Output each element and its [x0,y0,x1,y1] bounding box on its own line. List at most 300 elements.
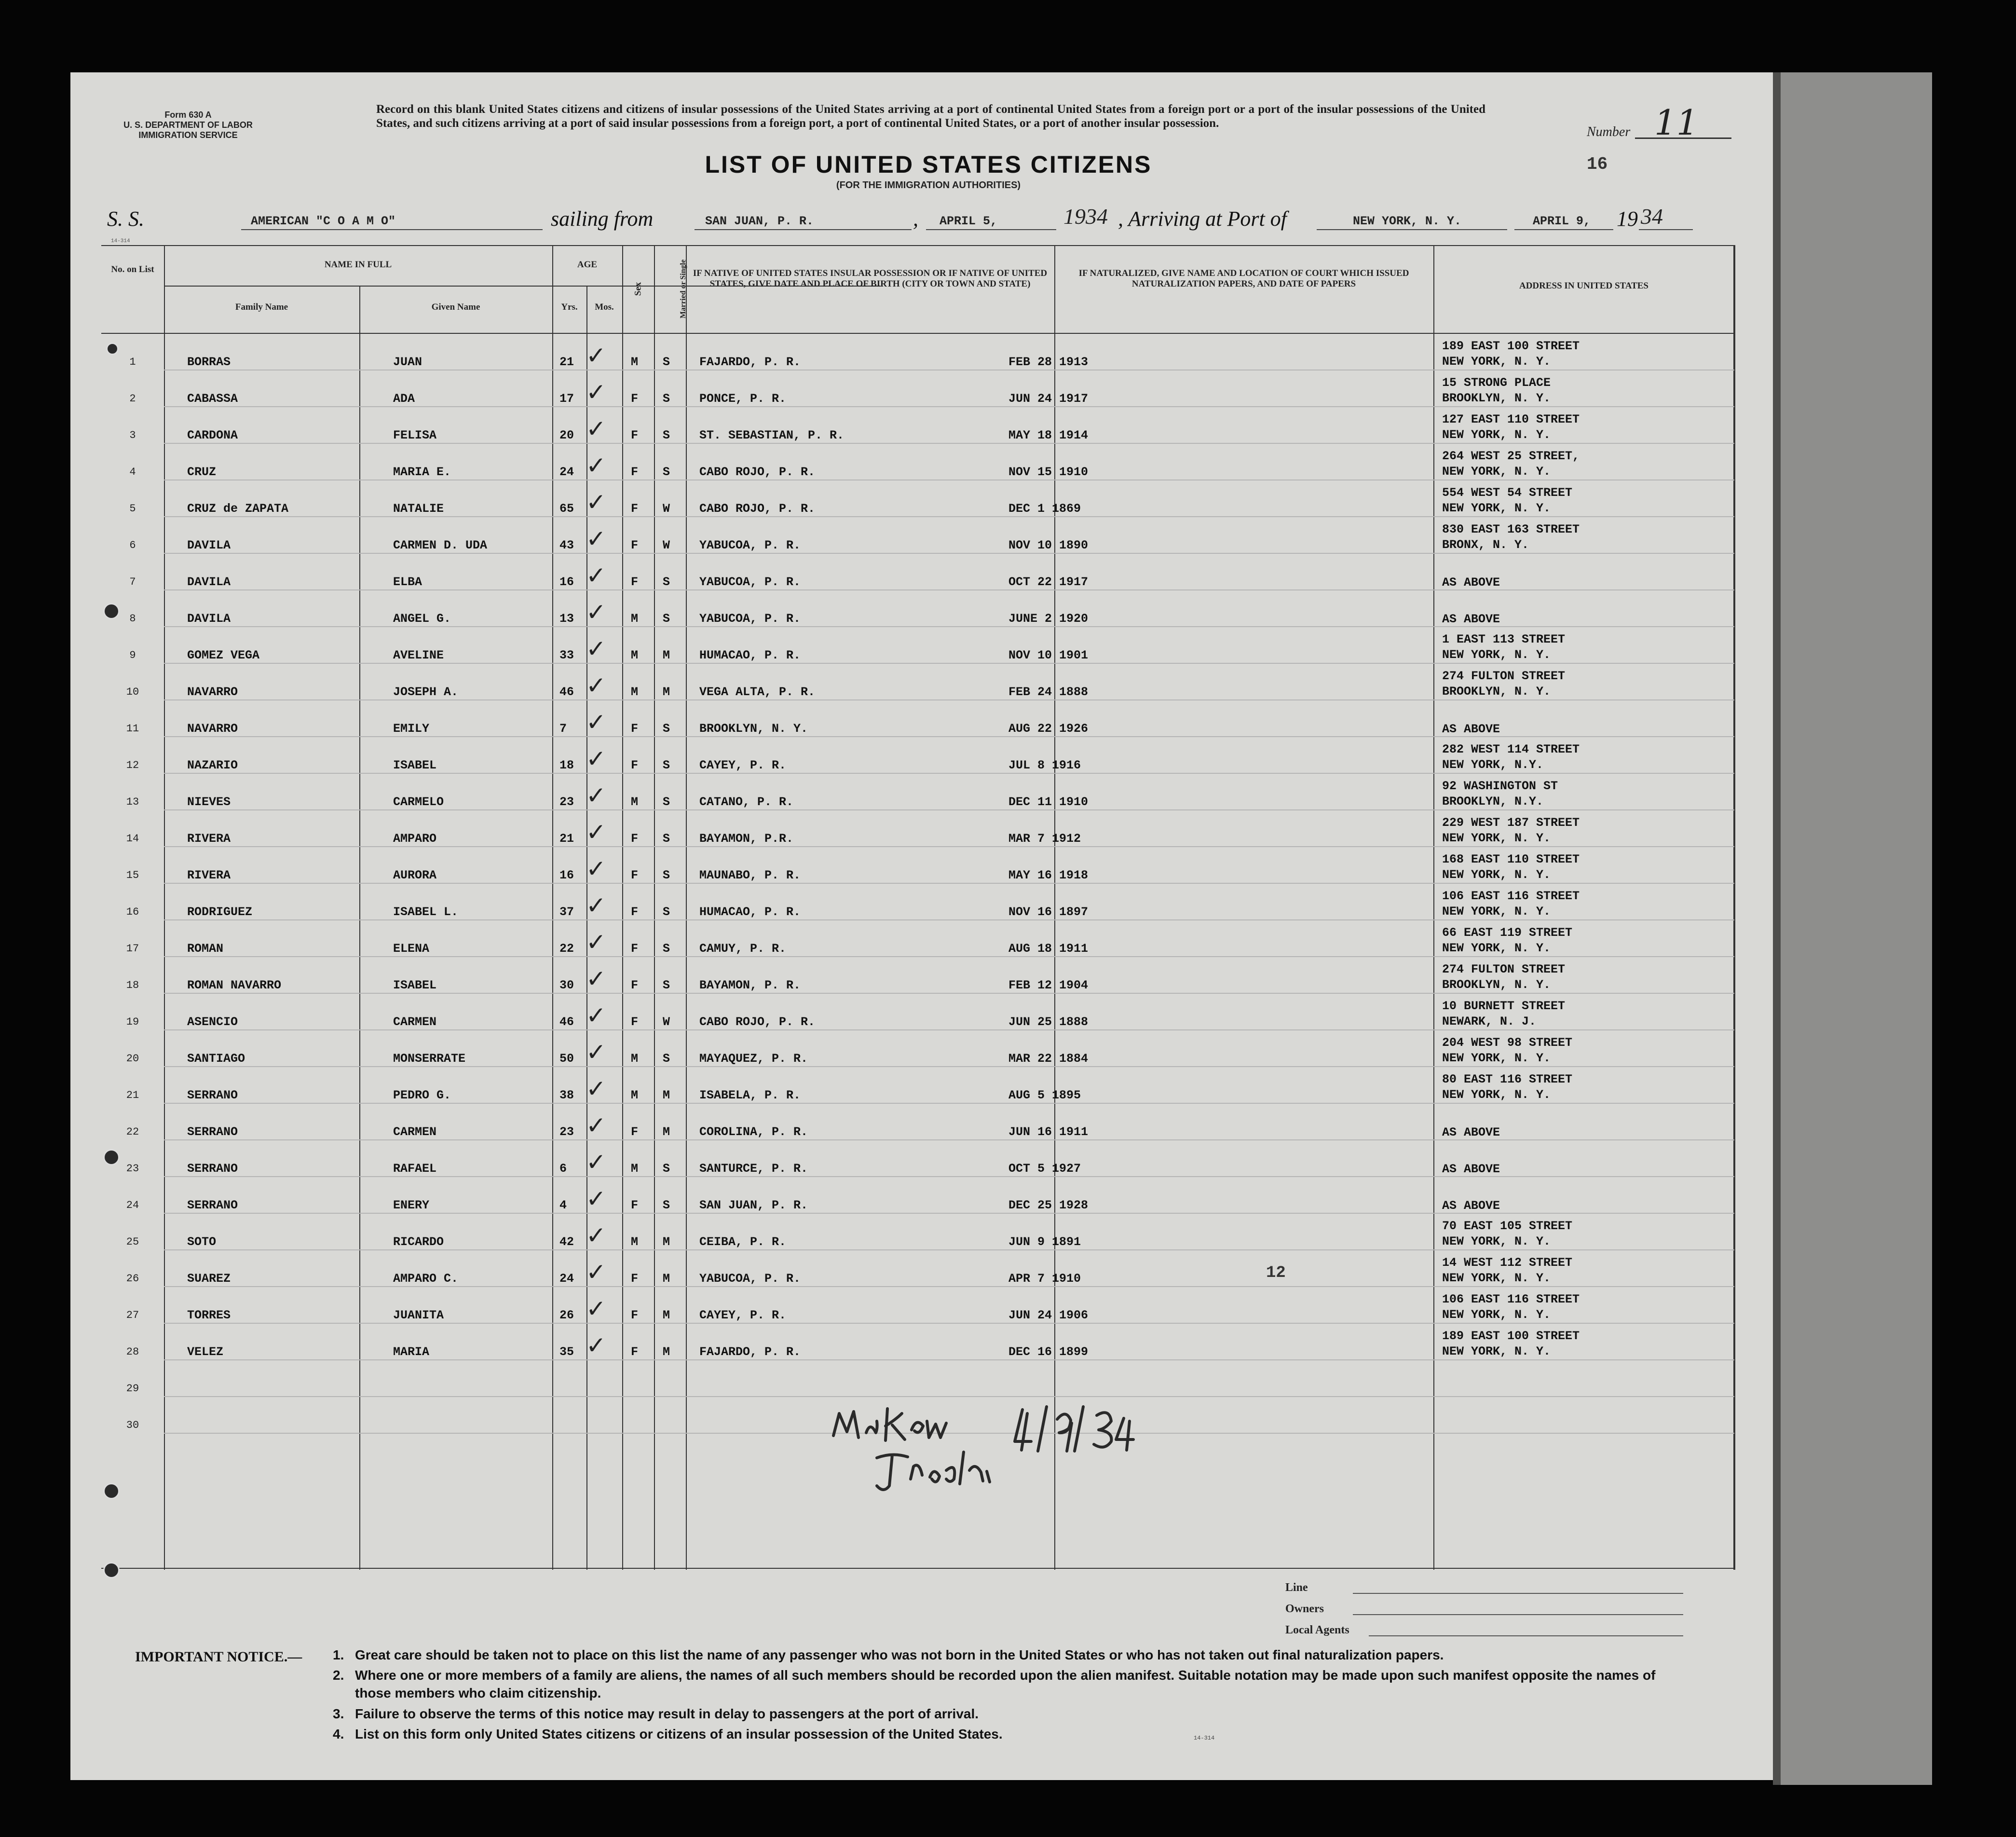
address-line: 1 EAST 113 STREET [1442,632,1566,646]
row-number: 19 [126,1016,139,1028]
inspection-check-mark: ✓ [586,1258,606,1286]
inspection-check-mark: ✓ [586,562,606,589]
marital-status-cell: S [663,428,670,442]
row-number: 9 [129,649,136,661]
inspection-check-mark: ✓ [586,818,606,846]
given-name-cell: EMILY [393,722,430,736]
birthplace-cell: VEGA ALTA, P. R. [699,685,816,699]
sex-cell: F [631,1272,639,1286]
birth-date-cell: AUG 22 1926 [1008,722,1089,736]
arrival-port: NEW YORK, N. Y. [1353,214,1462,228]
age-cell: 21 [559,832,574,846]
given-name-cell: CARMEN [393,1015,437,1029]
sex-cell: M [631,1052,639,1066]
sex-cell: F [631,978,639,992]
notice-item [333,1666,1688,1705]
agents-owners-label: Owners [1285,1603,1324,1615]
row-rule [164,1029,1734,1030]
age-cell: 4 [559,1198,567,1212]
comma-sep: , [913,207,918,231]
age-cell: 65 [559,502,574,516]
birthplace-cell: CAYEY, P. R. [699,1308,787,1322]
birth-date-cell: OCT 22 1917 [1008,575,1089,589]
given-name-cell: NATALIE [393,502,444,516]
departure-port: SAN JUAN, P. R. [705,214,814,228]
given-name-cell: ISABEL [393,758,437,772]
inspection-check-mark: ✓ [586,525,606,553]
birth-date-cell: JUN 25 1888 [1008,1015,1089,1029]
given-name-cell: AMPARO [393,832,437,846]
birth-date-cell: MAY 18 1914 [1008,428,1089,442]
inspection-check-mark: ✓ [586,928,606,956]
birthplace-cell: YABUCOA, P. R. [699,575,801,589]
given-name-cell: RICARDO [393,1235,444,1249]
age-cell: 24 [559,465,574,479]
family-name-cell: BORRAS [187,355,231,369]
age-cell: 38 [559,1088,574,1102]
row-number: 25 [126,1236,139,1248]
birth-date-cell: DEC 25 1928 [1008,1198,1089,1212]
row-number: 30 [126,1419,139,1431]
marital-status-cell: S [663,905,670,919]
given-name-cell: ELBA [393,575,422,589]
address-line: NEW YORK, N. Y. [1442,501,1551,515]
address-line: BROOKLYN, N. Y. [1442,391,1551,405]
age-cell: 35 [559,1345,574,1359]
address-line: NEW YORK, N. Y. [1442,941,1551,955]
marital-status-cell: S [663,465,670,479]
family-name-cell: GOMEZ VEGA [187,648,260,662]
age-cell: 7 [559,722,567,736]
marital-status-cell: M [663,1308,670,1322]
birth-date-cell: JUN 24 1906 [1008,1308,1089,1322]
given-name-cell: ELENA [393,942,430,956]
age-cell: 23 [559,795,574,809]
birth-date-cell: JUN 9 1891 [1008,1235,1081,1249]
row-number: 28 [126,1346,139,1358]
agents-owners-rule [1353,1614,1683,1615]
form-service: IMMIGRATION SERVICE [138,130,238,140]
ss-label: S. S. [107,207,144,231]
marital-status-cell: S [663,612,670,626]
arriving-label: , Arriving at Port of [1118,207,1287,231]
birth-date-cell: DEC 11 1910 [1008,795,1089,809]
age-cell: 50 [559,1052,574,1066]
header-family-name: Family Name [235,302,288,312]
sex-cell: F [631,428,639,442]
given-name-cell: AURORA [393,868,437,882]
row-number: 13 [126,796,139,808]
birthplace-cell: CEIBA, P. R. [699,1235,787,1249]
row-number: 18 [126,979,139,991]
age-cell: 18 [559,758,574,772]
birthplace-cell: MAYAQUEZ, P. R. [699,1052,808,1066]
address-line: NEW YORK, N. Y. [1442,1088,1551,1102]
row-rule [164,406,1734,407]
age-cell: 23 [559,1125,574,1139]
notice-text: Great care should be taken not to place on this list the name of any passenger who was not born in the United States or who has not taken out final naturalization papers. [355,1647,1444,1662]
agents-line-rule [1353,1593,1683,1594]
inspection-check-mark: ✓ [586,635,606,663]
address-line: 189 EAST 100 STREET [1442,1329,1580,1343]
notice-text: List on this form only United States citizens or citizens of an insular possession of the United States. [355,1727,1003,1741]
address-line: 168 EAST 110 STREET [1442,852,1580,866]
row-rule [164,1103,1734,1104]
notice-item [333,1725,1688,1744]
address-line: 106 EAST 116 STREET [1442,1292,1580,1306]
binder-hole [103,1483,120,1499]
inspection-check-mark: ✓ [586,745,606,773]
marital-status-cell: S [663,1052,670,1066]
address-line: NEW YORK, N. Y. [1442,1051,1551,1065]
row-number: 24 [126,1199,139,1211]
arrival-century: 19 [1617,207,1638,231]
row-rule [164,553,1734,554]
row-rule [164,663,1734,664]
birth-date-cell: NOV 15 1910 [1008,465,1089,479]
address-line: 274 FULTON STREET [1442,669,1566,683]
inspection-check-mark: ✓ [586,378,606,406]
birthplace-cell: ST. SEBASTIAN, P. R. [699,428,845,442]
sex-cell: M [631,1162,639,1176]
address-line: NEW YORK, N. Y. [1442,355,1551,369]
birth-date-cell: MAR 7 1912 [1008,832,1081,846]
sex-cell: F [631,942,639,956]
marital-status-cell: M [663,1125,670,1139]
given-name-cell: ISABEL [393,978,437,992]
sex-cell: F [631,575,639,589]
header-ms-text: Married or Single [679,259,688,319]
row-rule [164,919,1734,920]
address-line: NEW YORK, N. Y. [1442,1344,1551,1358]
header-bottom-border [101,333,1734,334]
address-line: 106 EAST 116 STREET [1442,889,1580,903]
address-line: 189 EAST 100 STREET [1442,339,1580,353]
row-number: 17 [126,943,139,955]
age-cell: 24 [559,1272,574,1286]
table-right-border [1734,245,1735,1570]
notice-num: 4. [333,1727,344,1741]
print-code-small: 14-314 [111,238,130,244]
address-line: BRONX, N. Y. [1442,538,1529,552]
birthplace-cell: HUMACAO, P. R. [699,648,801,662]
given-name-cell: JUAN [393,355,422,369]
inspection-check-mark: ✓ [586,1148,606,1176]
row-rule [164,1066,1734,1067]
address-line: AS ABOVE [1442,1199,1500,1213]
address-line: 264 WEST 25 STREET, [1442,449,1580,463]
header-mos: Mos. [595,302,614,312]
family-name-cell: SOTO [187,1235,217,1249]
header-name-in-full: NAME IN FULL [324,260,392,270]
row-rule [164,773,1734,774]
inspection-check-mark: ✓ [586,488,606,516]
address-line: NEW YORK, N. Y. [1442,1271,1551,1285]
row-number: 1 [129,356,136,368]
birth-date-cell: FEB 12 1904 [1008,978,1089,992]
handwritten-sheet-number: 11 [1654,102,1699,143]
address-line: BROOKLYN, N.Y. [1442,795,1544,809]
row-number: 20 [126,1053,139,1065]
given-name-cell: RAFAEL [393,1162,437,1176]
given-name-cell: AVELINE [393,648,444,662]
row-rule [164,846,1734,847]
family-name-cell: SERRANO [187,1125,238,1139]
family-name-cell: RIVERA [187,832,231,846]
form-identifier [101,110,275,140]
age-cell: 42 [559,1235,574,1249]
marital-status-cell: S [663,942,670,956]
sex-cell: F [631,722,639,736]
given-name-cell: ENERY [393,1198,430,1212]
address-line: 274 FULTON STREET [1442,962,1566,976]
given-name-cell: ADA [393,392,415,406]
given-name-cell: MONSERRATE [393,1052,466,1066]
address-line: 15 STRONG PLACE [1442,376,1551,390]
notice-item [333,1705,1688,1724]
table-bottom-border [101,1568,1734,1569]
row-rule [164,516,1734,517]
birthplace-cell: FAJARDO, P. R. [699,1345,801,1359]
address-line: NEW YORK, N. Y. [1442,831,1551,845]
agents-line-label: Line [1285,1581,1308,1594]
sex-cell: M [631,612,639,626]
family-name-cell: RIVERA [187,868,231,882]
family-name-cell: DAVILA [187,538,231,552]
birthplace-cell: FAJARDO, P. R. [699,355,801,369]
birthplace-cell: MAUNABO, P. R. [699,868,801,882]
age-cell: 17 [559,392,574,406]
birthplace-cell: CAYEY, P. R. [699,758,787,772]
marital-status-cell: S [663,392,670,406]
arrival-date: APRIL 9, [1533,214,1591,228]
notice-item [333,1646,1688,1665]
age-cell: 16 [559,868,574,882]
port-underline [695,229,912,230]
birth-date-cell: DEC 16 1899 [1008,1345,1089,1359]
address-line: 80 EAST 116 STREET [1442,1072,1573,1086]
family-name-cell: NAVARRO [187,722,238,736]
col-rule-given [359,286,360,1570]
given-name-cell: ANGEL G. [393,612,451,626]
family-name-cell: NAVARRO [187,685,238,699]
departure-date: APRIL 5, [940,214,998,228]
inspection-check-mark: ✓ [586,1038,606,1066]
arrival-port-underline [1317,229,1507,230]
sex-cell: F [631,1308,639,1322]
row-number: 12 [126,759,139,771]
sailing-from-label: sailing from [551,207,654,231]
binder-hole-small [106,343,119,355]
row-number: 6 [129,539,136,551]
ship-name: AMERICAN "C O A M O" [251,214,396,228]
date-underline [926,229,1056,230]
sex-cell: M [631,685,639,699]
inspection-check-mark: ✓ [586,781,606,809]
given-name-cell: AMPARO C. [393,1272,459,1286]
age-cell: 43 [559,538,574,552]
family-name-cell: SERRANO [187,1088,238,1102]
inspection-check-mark: ✓ [586,598,606,626]
stamped-number: 16 [1587,154,1608,174]
marital-status-cell: M [663,648,670,662]
inspection-check-mark: ✓ [586,891,606,919]
inspection-check-mark: ✓ [586,415,606,443]
age-cell: 26 [559,1308,574,1322]
sex-cell: F [631,392,639,406]
inspection-check-mark: ✓ [586,855,606,883]
birth-date-cell: JUNE 2 1920 [1008,612,1089,626]
row-rule [164,809,1734,810]
family-name-cell: SUAREZ [187,1272,231,1286]
header-given-name: Given Name [431,302,480,312]
row-number: 5 [129,503,136,515]
row-number: 4 [129,466,136,478]
family-name-cell: DAVILA [187,612,231,626]
marital-status-cell: S [663,978,670,992]
sex-cell: F [631,1198,639,1212]
marital-status-cell: M [663,685,670,699]
sex-cell: F [631,832,639,846]
family-name-cell: SERRANO [187,1198,238,1212]
address-line: 204 WEST 98 STREET [1442,1036,1573,1050]
sex-cell: F [631,758,639,772]
ship-underline [241,229,543,230]
sex-cell: M [631,795,639,809]
family-name-cell: VELEZ [187,1345,224,1359]
given-name-cell: CARMEN [393,1125,437,1139]
age-cell: 13 [559,612,574,626]
birthplace-cell: YABUCOA, P. R. [699,612,801,626]
birthplace-cell: PONCE, P. R. [699,392,787,406]
form-department: U. S. DEPARTMENT OF LABOR [123,120,253,130]
inspection-check-mark: ✓ [586,708,606,736]
address-line: NEW YORK, N. Y. [1442,465,1551,479]
age-cell: 46 [559,1015,574,1029]
row-number: 21 [126,1089,139,1101]
form-number: Form 630 A [164,110,212,120]
age-cell: 22 [559,942,574,956]
form-subtitle: (FOR THE IMMIGRATION AUTHORITIES) [836,180,1021,191]
row-number: 14 [126,833,139,845]
address-line: AS ABOVE [1442,576,1500,589]
row-number: 29 [126,1383,139,1395]
row-number: 3 [129,429,136,441]
marital-status-cell: W [663,538,670,552]
inspection-check-mark: ✓ [586,1111,606,1139]
notice-title: IMPORTANT NOTICE.— [135,1649,302,1665]
agents-local-label: Local Agents [1285,1624,1349,1636]
inspection-check-mark: ✓ [586,1331,606,1359]
address-line: 70 EAST 105 STREET [1442,1219,1573,1233]
birth-date-cell: NOV 10 1890 [1008,538,1089,552]
sex-cell: M [631,1088,639,1102]
sex-cell: F [631,1345,639,1359]
birth-date-cell: JUN 24 1917 [1008,392,1089,406]
row-rule [164,1359,1734,1360]
row-number: 26 [126,1273,139,1285]
notice-text: Where one or more members of a family are aliens, the names of all such members should be recorded upon the alien manifest. Suitable notation may be made upon such manifest opposite the names of those members who claim citizenship. [355,1668,1656,1700]
marital-status-cell: M [663,1088,670,1102]
birth-date-cell: AUG 18 1911 [1008,942,1089,956]
address-line: NEW YORK, N. Y. [1442,648,1551,662]
row-number: 23 [126,1163,139,1175]
address-line: NEW YORK, N. Y. [1442,868,1551,882]
birth-date-cell: JUL 8 1916 [1008,758,1081,772]
birthplace-cell: YABUCOA, P. R. [699,538,801,552]
birth-date-cell: OCT 5 1927 [1008,1162,1081,1176]
address-line: 10 BURNETT STREET [1442,999,1566,1013]
binder-hole [103,603,120,619]
row-number: 10 [126,686,139,698]
age-cell: 16 [559,575,574,589]
family-name-cell: TORRES [187,1308,231,1322]
address-line: 830 EAST 163 STREET [1442,522,1580,536]
row-number: 7 [129,576,136,588]
birth-date-cell: MAR 22 1884 [1008,1052,1089,1066]
address-line: 66 EAST 119 STREET [1442,926,1573,940]
marital-status-cell: S [663,795,670,809]
inspection-check-mark: ✓ [586,1075,606,1103]
birthplace-cell: COROLINA, P. R. [699,1125,808,1139]
agents-local-rule [1369,1635,1683,1636]
birthplace-cell: CABO ROJO, P. R. [699,502,816,516]
row-rule [164,1286,1734,1287]
sex-cell: M [631,355,639,369]
address-line: BROOKLYN, N. Y. [1442,978,1551,992]
header-naturalized: IF NATURALIZED, GIVE NAME AND LOCATION OF COURT WHICH ISSUED NATURALIZATION PAPERS, AND DATE OF PAPERS [1078,268,1409,289]
birthplace-cell: BROOKLYN, N. Y. [699,722,808,736]
given-name-cell: ISABEL L. [393,905,459,919]
sex-cell: F [631,465,639,479]
birth-date-cell: NOV 10 1901 [1008,648,1089,662]
arrival-year: 34 [1641,204,1663,229]
birthplace-cell: SANTURCE, P. R. [699,1162,808,1176]
print-code-footer: 14-314 [1194,1735,1215,1741]
adjacent-page-strip [1773,72,1932,1785]
birth-date-cell: APR 7 1910 [1008,1272,1081,1286]
given-name-cell: PEDRO G. [393,1088,451,1102]
stamped-number-12: 12 [1266,1264,1286,1282]
birthplace-cell: ISABELA, P. R. [699,1088,801,1102]
header-married-single [654,259,688,319]
inspector-signature [820,1394,1186,1510]
row-rule [164,993,1734,994]
family-name-cell: RODRIGUEZ [187,905,253,919]
marital-status-cell: S [663,355,670,369]
age-cell: 46 [559,685,574,699]
family-name-cell: CRUZ [187,465,217,479]
notice-num: 2. [333,1668,344,1683]
marital-status-cell: S [663,1198,670,1212]
marital-status-cell: S [663,758,670,772]
birthplace-cell: BAYAMON, P. R. [699,978,801,992]
sex-cell: F [631,502,639,516]
arrival-date-underline [1514,229,1613,230]
birth-date-cell: JUN 16 1911 [1008,1125,1089,1139]
marital-status-cell: S [663,1162,670,1176]
header-sex-text: Sex [633,282,643,296]
given-name-cell: MARIA E. [393,465,451,479]
address-line: NEW YORK, N. Y. [1442,1234,1551,1248]
binder-hole [103,1149,120,1165]
age-cell: 6 [559,1162,567,1176]
address-line: 229 WEST 187 STREET [1442,816,1580,830]
sex-cell: M [631,648,639,662]
address-line: 92 WASHINGTON ST [1442,779,1558,793]
header-sex [622,284,654,294]
departure-year: 1934 [1063,204,1108,229]
